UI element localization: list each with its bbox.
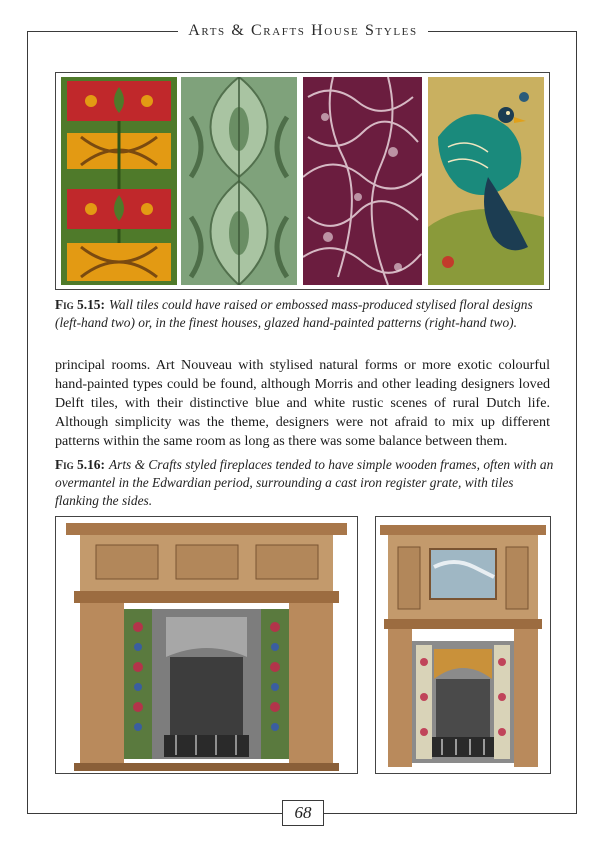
running-header [0,20,606,42]
page-number [282,800,324,826]
fireplace-image-left [55,516,358,774]
figure-516-label: Fig 5.16: [55,457,105,472]
tile-figure [55,72,550,290]
figure-516-caption [55,456,555,510]
figure-516-text: Arts & Crafts styled fireplaces tended to have simple wooden frames, often with an overmantel in the Edwardian period, surrounding a cast iron register grate, with tiles flanking the sides. [55,457,554,508]
tile-image-red-amber [61,77,177,285]
tile-image-plum-glazed [303,77,422,285]
header-title: Arts & Crafts House Styles [178,22,427,40]
page-number-text: 68 [294,803,312,822]
figure-515-caption [55,296,555,332]
figure-515-text: Wall tiles could have raised or embossed mass-produced stylised floral designs (left-hand two) or, in the finest houses, glazed hand-painted patterns (right-hand two). [55,297,533,330]
tile-image-peacock [428,77,544,285]
tile-image-green-embossed [181,77,297,285]
body-paragraph: principal rooms. Art Nouveau with stylised natural forms or more exotic colourful hand-painted types could be found, although Morris and other leading designers loved Delft tiles, with their distinctive blue and white rustic scenes of rural Dutch life. Although simplicity was the theme, designers were not afraid to mix up different patterns within the same room as long as there was some balance between them. [55,357,550,449]
fireplace-image-right [375,516,551,774]
figure-515-label: Fig 5.15: [55,297,105,312]
